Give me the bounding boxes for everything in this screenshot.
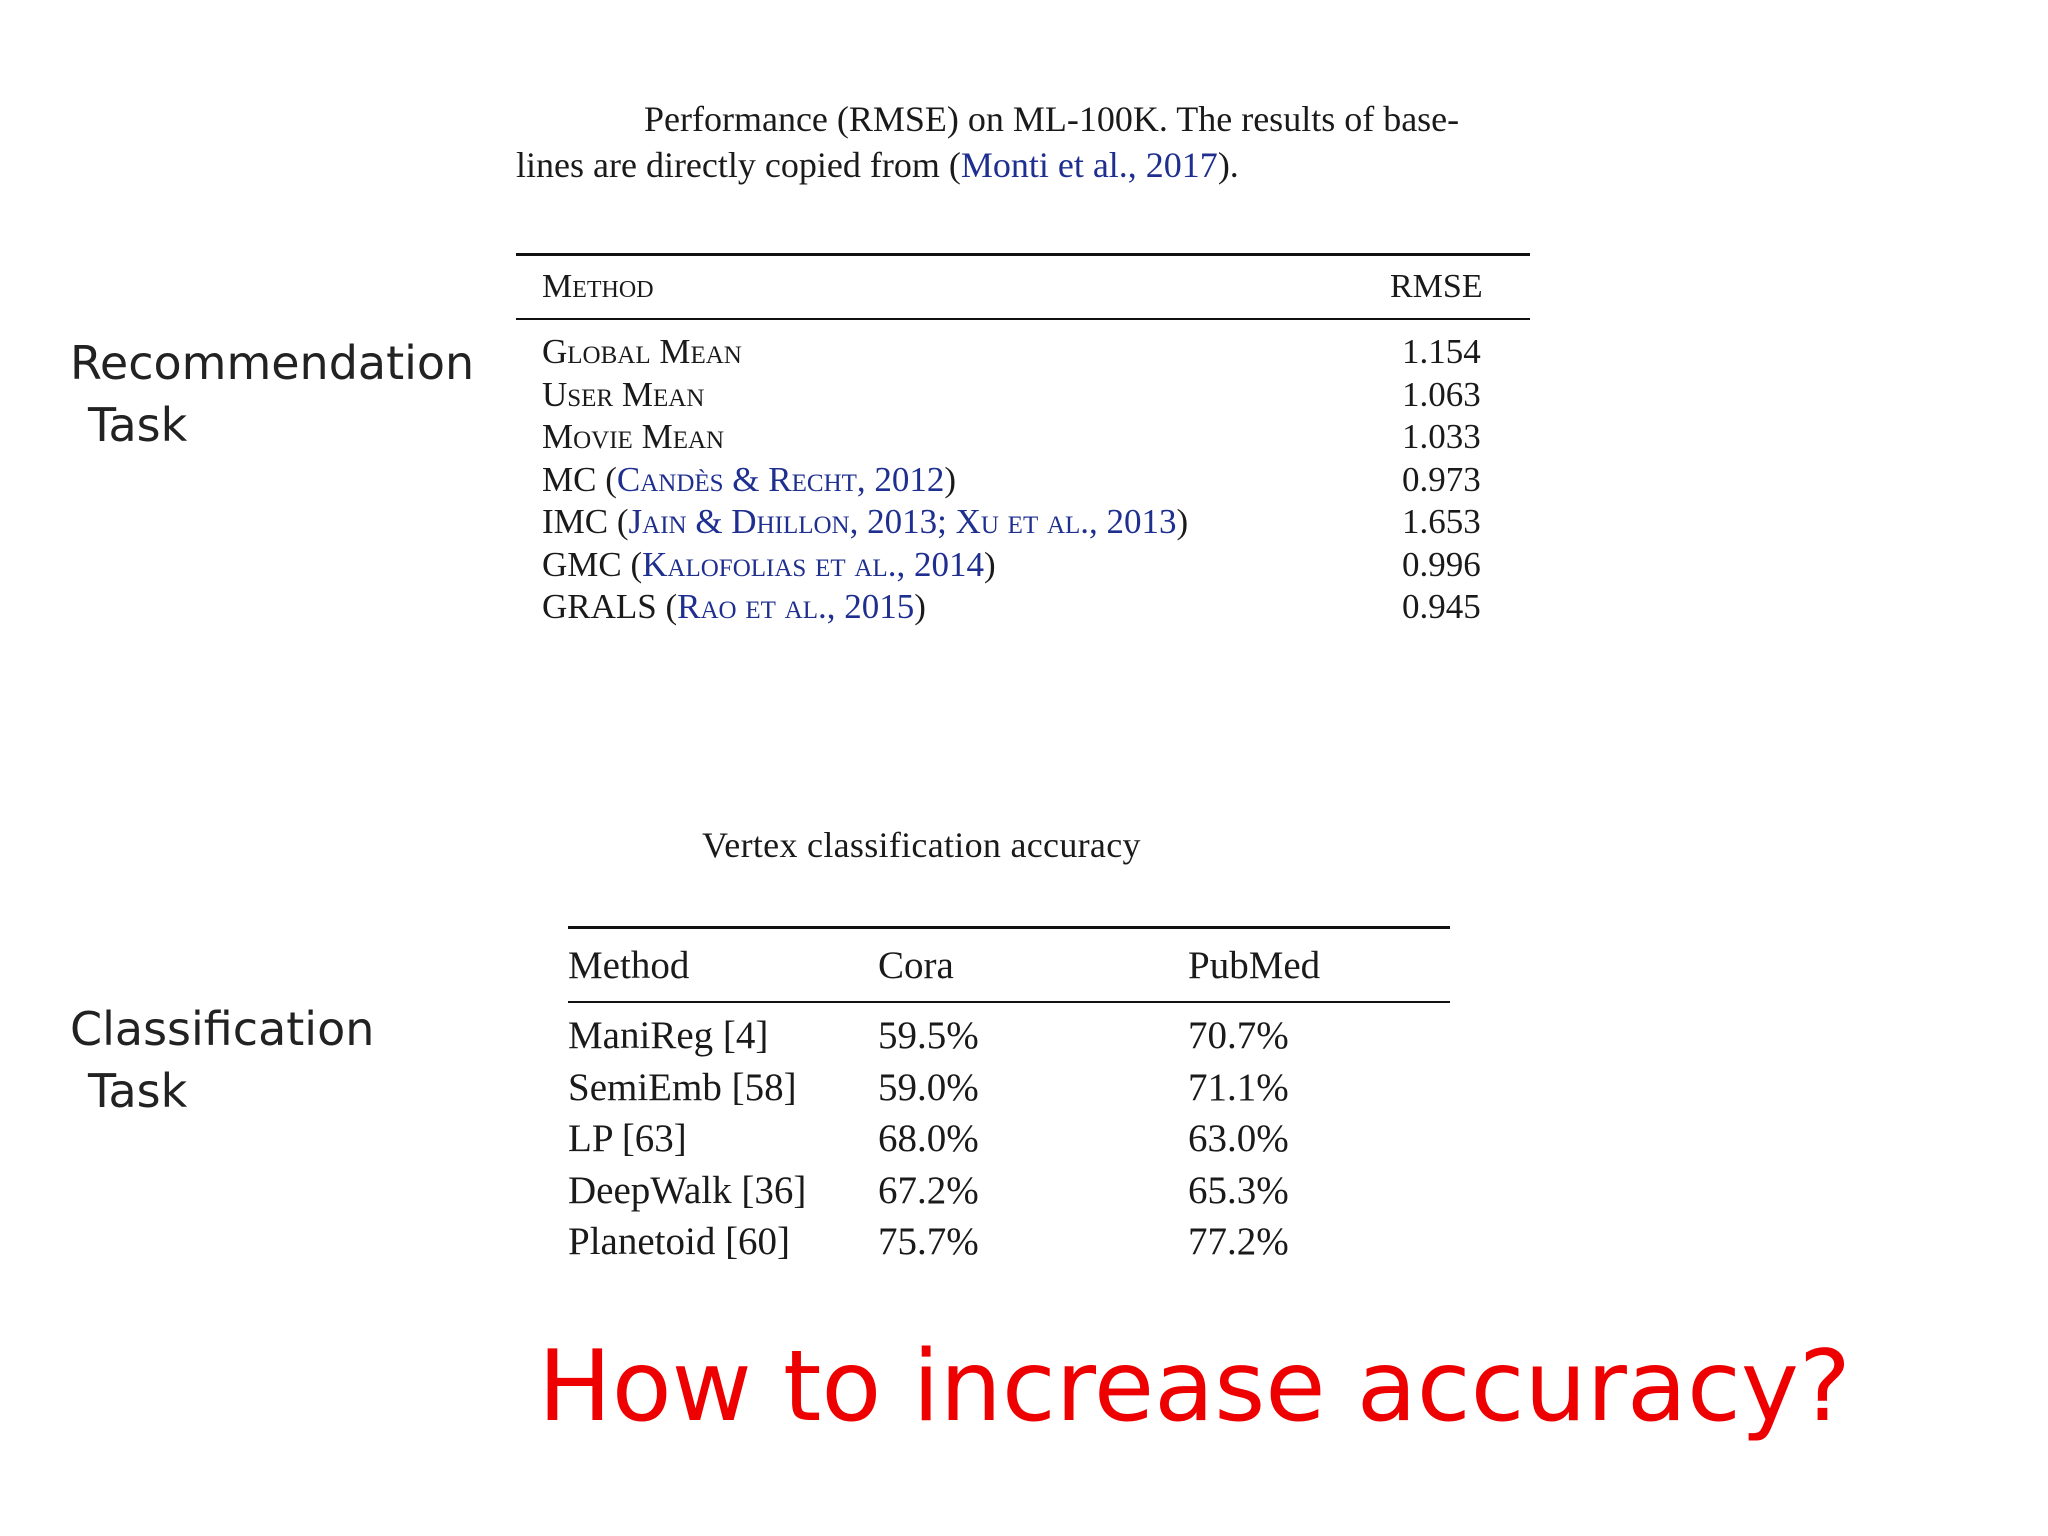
method-name: User Mean	[542, 374, 705, 414]
method-citation[interactable]: Candès & Recht, 2012	[616, 459, 945, 499]
rmse-table	[516, 253, 1530, 630]
classification-label-line1: Classification	[70, 1002, 375, 1056]
recommendation-task-label	[70, 332, 474, 456]
table-row	[516, 332, 1530, 375]
table-row	[516, 545, 1530, 588]
rmse-cell: 1.653	[1402, 502, 1481, 541]
method-citation[interactable]: Rao et al., 2015	[677, 587, 915, 626]
table1-header-method: Method	[542, 268, 654, 305]
question-heading: How to increase accuracy?	[538, 1330, 1851, 1444]
cora-cell: 59.5%	[878, 1014, 979, 1057]
cora-cell: 68.0%	[878, 1117, 979, 1160]
table-row	[516, 375, 1530, 418]
table-row	[516, 587, 1530, 630]
table2-header-pubmed: PubMed	[1188, 943, 1321, 987]
method-name: Movie Mean	[542, 417, 725, 456]
method-cell	[516, 375, 1402, 415]
table1-body	[516, 320, 1530, 630]
method-citation[interactable]: Kalofolias et al., 2014	[642, 544, 984, 584]
table2-header-row	[568, 929, 1450, 1001]
rmse-cell: 1.063	[1402, 374, 1481, 414]
table2-caption: Vertex classification accuracy	[702, 825, 1141, 865]
pubmed-cell: 70.7%	[1188, 1014, 1289, 1057]
cora-cell: 59.0%	[878, 1065, 979, 1109]
method-cell: SemiEmb [58]	[568, 1065, 797, 1109]
method-cell: Planetoid [60]	[568, 1220, 791, 1263]
rmse-cell: 0.996	[1402, 544, 1481, 584]
rmse-cell: 1.033	[1402, 417, 1481, 456]
rmse-cell: 1.154	[1402, 332, 1481, 371]
table-row	[568, 1065, 1450, 1117]
accuracy-table	[568, 926, 1450, 1271]
table-row	[568, 1219, 1450, 1271]
method-citation[interactable]: Jain & Dhillon, 2013; Xu et al., 2013	[628, 502, 1177, 541]
method-cell	[516, 417, 1402, 457]
table2-header-method: Method	[568, 943, 690, 987]
table-row	[568, 1116, 1450, 1168]
method-cell: DeepWalk [36]	[568, 1168, 807, 1212]
method-name: IMC	[542, 502, 609, 541]
table2-header-cora: Cora	[878, 943, 954, 987]
method-cell	[516, 332, 1402, 372]
table1-caption-line1: Performance (RMSE) on ML-100K. The results of base-	[644, 99, 1460, 139]
classification-label-line2: Task	[88, 1064, 188, 1118]
rmse-cell: 0.973	[1402, 459, 1481, 499]
method-name: Global Mean	[542, 332, 742, 371]
table1-header-row	[516, 256, 1530, 318]
table-row	[568, 1168, 1450, 1220]
recommendation-label-line2: Task	[88, 398, 188, 452]
pubmed-cell: 65.3%	[1188, 1168, 1289, 1212]
pubmed-cell: 63.0%	[1188, 1117, 1289, 1160]
cora-cell: 67.2%	[878, 1168, 979, 1212]
recommendation-label-line1: Recommendation	[70, 336, 475, 390]
method-name: GRALS	[542, 587, 657, 626]
pubmed-cell: 71.1%	[1188, 1065, 1289, 1109]
table2-body	[568, 1003, 1450, 1271]
method-cell: GRALS (Rao et al., 2015)	[542, 587, 926, 626]
table1-header-rmse: RMSE	[1390, 268, 1483, 305]
pubmed-cell: 77.2%	[1188, 1220, 1289, 1263]
method-cell: IMC (Jain & Dhillon, 2013; Xu et al., 2013)	[542, 502, 1189, 541]
method-cell: MC (Candès & Recht, 2012)	[542, 459, 957, 499]
method-name: GMC	[542, 544, 622, 584]
method-name: MC	[542, 459, 597, 499]
method-cell: LP [63]	[568, 1117, 687, 1160]
table1-caption-citation[interactable]: Monti et al., 2017	[960, 145, 1218, 185]
method-cell: ManiReg [4]	[568, 1014, 769, 1057]
classification-task-label	[70, 998, 374, 1122]
table-row	[568, 1013, 1450, 1065]
method-cell: GMC (Kalofolias et al., 2014)	[542, 544, 996, 584]
table-row	[516, 502, 1530, 545]
cora-cell: 75.7%	[878, 1220, 979, 1263]
table1-caption-line2-prefix: lines are directly copied from (	[516, 145, 961, 185]
rmse-cell: 0.945	[1402, 587, 1481, 626]
table-row	[516, 460, 1530, 503]
table1-caption-line2-suffix: ).	[1217, 145, 1239, 185]
table-row	[516, 417, 1530, 460]
table1-caption	[516, 96, 1526, 188]
